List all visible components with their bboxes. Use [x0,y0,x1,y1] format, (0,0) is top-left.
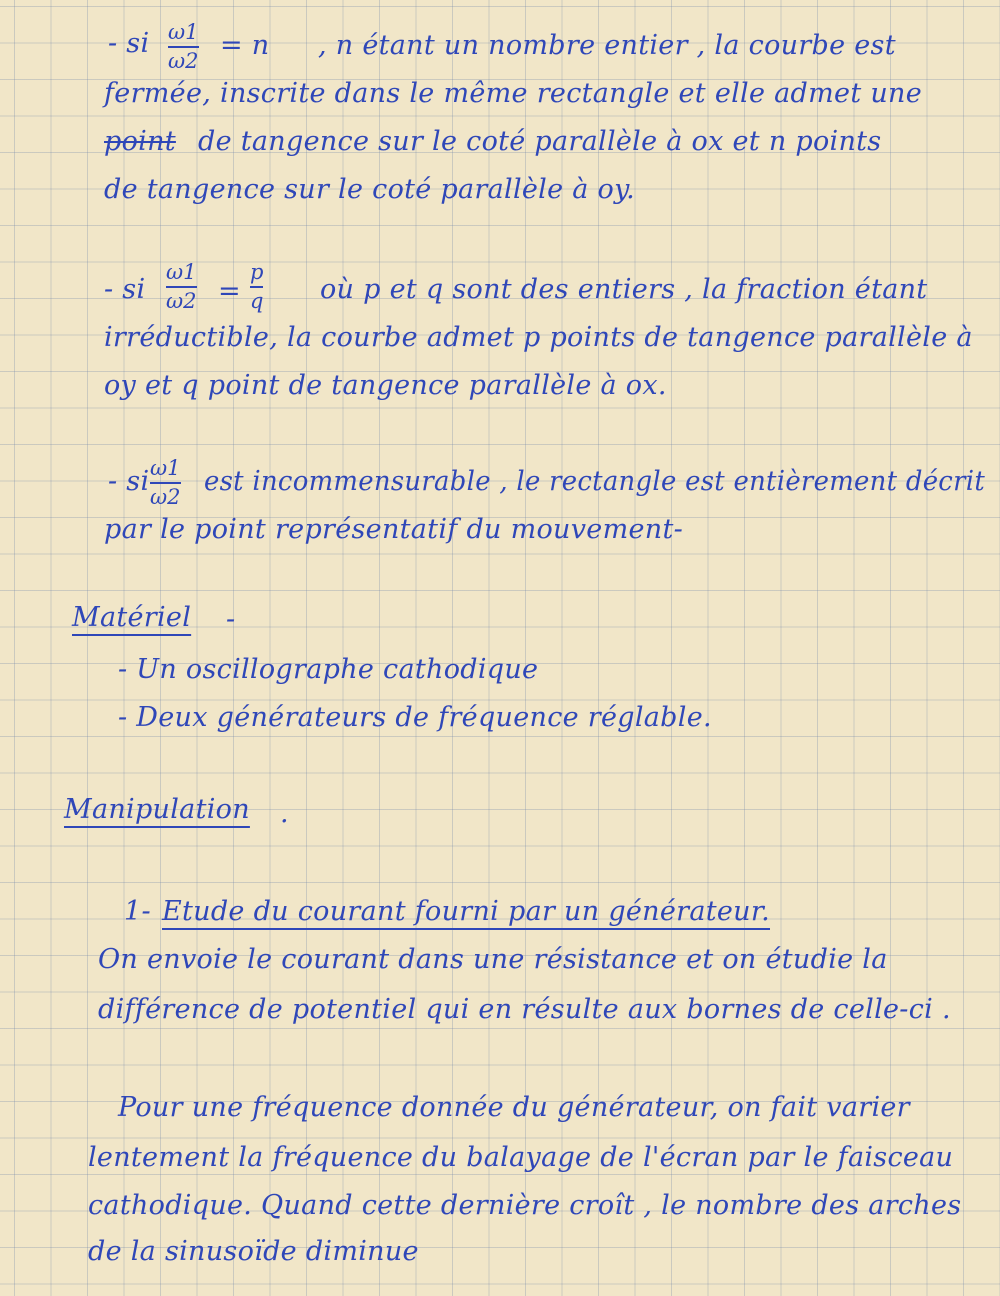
p1-frac-numerator: ω1 [168,20,199,44]
p1-lead: - si [108,28,150,59]
p2-lead: - si [104,274,146,305]
p2-frac-numerator: ω1 [166,260,197,284]
fraction-bar [166,286,197,288]
p1-fraction [168,22,199,72]
p1-line3: de tangence sur le coté parallèle à ox et n points [198,126,882,157]
p2-frac2-denominator: q [250,289,264,313]
p2-fraction-pq [250,262,263,312]
manipulation-dot: . [280,798,289,829]
p2-frac-denominator: ω2 [166,289,197,313]
p2-frac2-numerator: p [250,260,264,284]
p1-struck-word: point [104,126,176,157]
manip-para2-line2: lentement la fréquence du balayage de l'écran par le faisceau [88,1142,954,1173]
manip-para2-line3: cathodique. Quand cette dernière croît , le nombre des arches [88,1190,962,1221]
p3-lead: - si [108,466,150,497]
p1-line4: de tangence sur le coté parallèle à oy. [104,174,635,205]
p1-equals: = n [220,30,270,61]
p3-frac-denominator: ω2 [150,485,181,509]
p3-line2: par le point représentatif du mouvement- [104,514,684,545]
p2-equals: = [218,276,241,307]
p3-fraction [150,458,181,508]
manip-para2-line1: Pour une fréquence donnée du générateur, on fait varier [118,1092,910,1123]
fraction-bar [168,46,199,48]
manipulation-heading: Manipulation [64,794,250,825]
p2-line2: irréductible, la courbe admet p points de tangence parallèle à [104,322,973,353]
materiel-item-2: - Deux générateurs de fréquence réglable. [118,702,712,733]
p2-line1: où p et q sont des entiers , la fraction étant [320,274,928,305]
materiel-dash: - [226,604,236,635]
materiel-heading: Matériel [72,602,192,633]
manip-para1-line1: On envoie le courant dans une résistance et on étudie la [98,944,888,975]
p3-frac-numerator: ω1 [150,456,181,480]
manip-para1-line2: différence de potentiel qui en résulte aux bornes de celle-ci . [98,994,951,1025]
fraction-bar [150,482,181,484]
p3-line1: est incommensurable , le rectangle est entièrement décrit [204,466,986,497]
materiel-item-1: - Un oscillographe cathodique [118,654,539,685]
manip-para2-line4: de la sinusoïde diminue [88,1236,419,1267]
p2-fraction [166,262,197,312]
p1-frac-denominator: ω2 [168,49,199,73]
subsection-heading: Etude du courant fourni par un générateur. [162,896,770,927]
p1-line1: , n étant un nombre entier , la courbe est [318,30,896,61]
fraction-bar [250,286,263,288]
subsection-number: 1- [124,896,151,927]
p1-line2: fermée, inscrite dans le même rectangle et elle admet une [104,78,923,109]
p2-line3: oy et q point de tangence parallèle à ox. [104,370,667,401]
